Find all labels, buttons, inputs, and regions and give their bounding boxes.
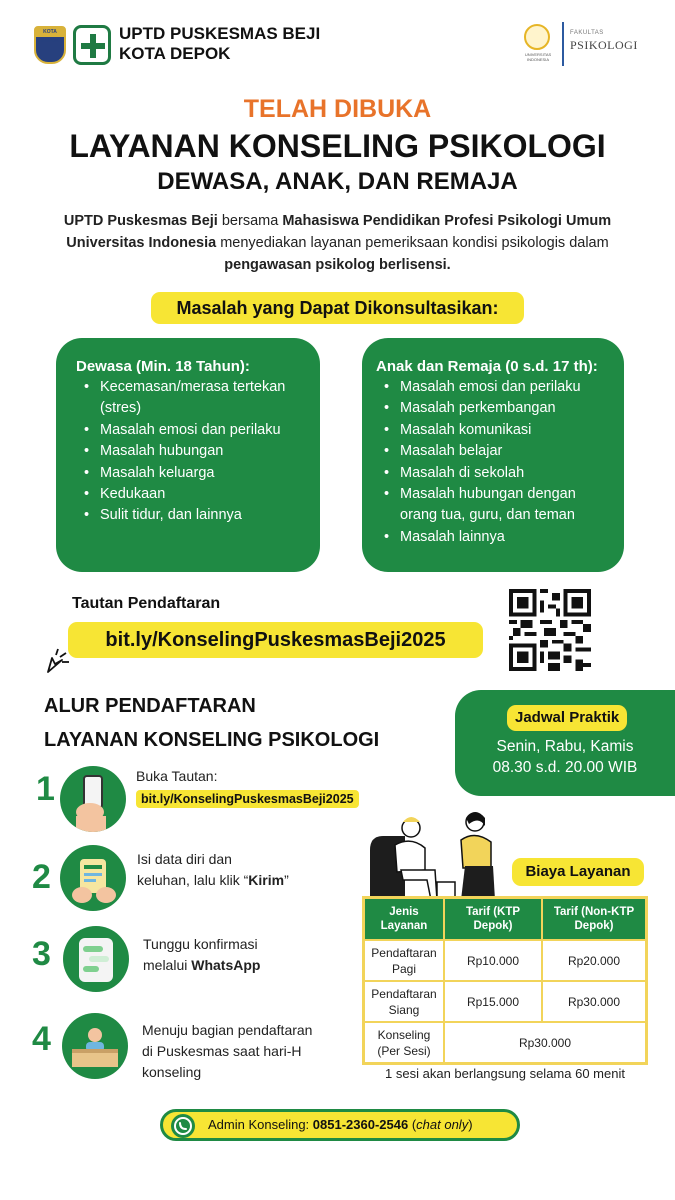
child-card-title: Anak dan Remaja (0 s.d. 17 th): xyxy=(376,358,598,375)
service-cell: Pendaftaran Pagi xyxy=(364,940,444,981)
price-cell: Rp15.000 xyxy=(444,981,542,1022)
partner-divider xyxy=(562,22,564,66)
fakultas-label: FAKULTAS xyxy=(570,30,604,36)
phone-hand-icon xyxy=(60,766,126,832)
table-row xyxy=(364,1022,646,1063)
step-number: 1 xyxy=(36,770,55,808)
cursor-click-icon xyxy=(42,646,72,676)
psikologi-label: PSIKOLOGI xyxy=(570,38,638,52)
column-header: Tarif (Non-KTP Depok) xyxy=(542,898,646,940)
list-item: • Masalah emosi dan perilaku xyxy=(376,377,606,398)
step-4-text: Menuju bagian pendaftaran di Puskesmas saat hari-H konseling xyxy=(142,1022,313,1080)
admin-text: Admin Konseling: 0851-2360-2546 (chat only) xyxy=(208,1117,473,1132)
adult-card xyxy=(56,338,320,572)
whatsapp-icon xyxy=(171,1114,195,1138)
intro-paragraph: UPTD Puskesmas Beji bersama Mahasiswa Pendidikan Profesi Psikologi Umum Universitas Indonesia menyediakan layanan pemeriksaan kondisi psikologis dalam pengawasan psikolog berlisensi. xyxy=(63,213,612,273)
list-item: • Masalah lainnya xyxy=(376,527,606,548)
step-1-link[interactable]: bit.ly/KonselingPuskesmasBeji2025 xyxy=(136,790,359,808)
page-title: LAYANAN KONSELING PSIKOLOGI xyxy=(69,128,606,164)
universitas-indonesia-logo xyxy=(524,24,550,50)
list-item: • Masalah belajar xyxy=(376,441,606,462)
table-row xyxy=(364,981,646,1022)
tautan-label: Tautan Pendaftaran xyxy=(72,595,221,612)
list-item: • Masalah hubungan xyxy=(76,441,302,462)
price-cell: Rp10.000 xyxy=(444,940,542,981)
alur-title-line2: LAYANAN KONSELING PSIKOLOGI xyxy=(44,729,380,751)
step-2-text: Isi data diri dan keluhan, lalu klik “Kirim” xyxy=(137,851,289,888)
adult-card-title: Dewasa (Min. 18 Tahun): xyxy=(76,358,250,375)
list-item: • Masalah di sekolah xyxy=(376,463,606,484)
universitas-indonesia-text: UNIVERSITAS INDONESIA xyxy=(524,52,552,62)
list-item: • Masalah emosi dan perilaku xyxy=(76,420,302,441)
admin-contact[interactable] xyxy=(160,1109,520,1141)
step-3-text: Tunggu konfirmasi melalui WhatsApp xyxy=(143,936,261,973)
step-1-text: Buka Tautan: xyxy=(136,768,218,784)
column-header: Jenis Layanan xyxy=(364,898,444,940)
list-item: • Kecemasan/merasa tertekan (stres) xyxy=(76,377,302,420)
price-cell: Rp30.000 xyxy=(542,981,646,1022)
jadwal-days: Senin, Rabu, Kamis xyxy=(496,738,634,755)
list-item: • Masalah hubungan dengan orang tua, guru, dan teman xyxy=(376,484,606,527)
step-number: 3 xyxy=(32,935,51,973)
table-header-row xyxy=(364,898,646,940)
list-item: • Kedukaan xyxy=(76,484,302,505)
jadwal-panel xyxy=(455,690,675,796)
masalah-title: Masalah yang Dapat Dikonsultasikan: xyxy=(151,292,524,324)
step-number: 4 xyxy=(32,1020,51,1058)
price-cell: Rp20.000 xyxy=(542,940,646,981)
reception-desk-icon xyxy=(62,1013,128,1079)
list-item: • Masalah keluarga xyxy=(76,463,302,484)
whatsapp-chat-icon xyxy=(63,926,129,992)
jadwal-title: Jadwal Praktik xyxy=(507,705,627,731)
registration-link[interactable]: bit.ly/KonselingPuskesmasBeji2025 xyxy=(68,622,483,658)
child-card xyxy=(362,338,624,572)
form-fill-icon xyxy=(60,845,126,911)
list-item: • Masalah komunikasi xyxy=(376,420,606,441)
jadwal-hours: 08.30 s.d. 20.00 WIB xyxy=(492,759,638,776)
child-list xyxy=(376,377,606,548)
list-item: • Masalah perkembangan xyxy=(376,398,606,419)
price-cell: Rp30.000 xyxy=(444,1022,646,1063)
kota-depok-logo-text: KOTA DEPOK xyxy=(36,28,64,37)
fee-note: 1 sesi akan berlangsung selama 60 menit xyxy=(385,1066,625,1081)
puskesmas-logo xyxy=(73,25,111,65)
step-number: 2 xyxy=(32,858,51,896)
list-item: • Sulit tidur, dan lainnya xyxy=(76,505,302,526)
qr-code-icon[interactable] xyxy=(509,589,591,671)
table-row xyxy=(364,940,646,981)
biaya-title: Biaya Layanan xyxy=(512,858,644,886)
kicker: TELAH DIBUKA xyxy=(243,95,432,123)
column-header: Tarif (KTP Depok) xyxy=(444,898,542,940)
counseling-illustration xyxy=(365,800,515,900)
alur-title-line1: ALUR PENDAFTARAN xyxy=(44,695,256,717)
fee-table xyxy=(362,896,648,1065)
header-title: UPTD PUSKESMAS BEJI KOTA DEPOK xyxy=(119,24,321,63)
page-subtitle: DEWASA, ANAK, DAN REMAJA xyxy=(157,168,518,195)
adult-list xyxy=(76,377,302,527)
service-cell: Pendaftaran Siang xyxy=(364,981,444,1022)
kota-depok-logo xyxy=(34,26,66,64)
service-cell: Konseling (Per Sesi) xyxy=(364,1022,444,1063)
